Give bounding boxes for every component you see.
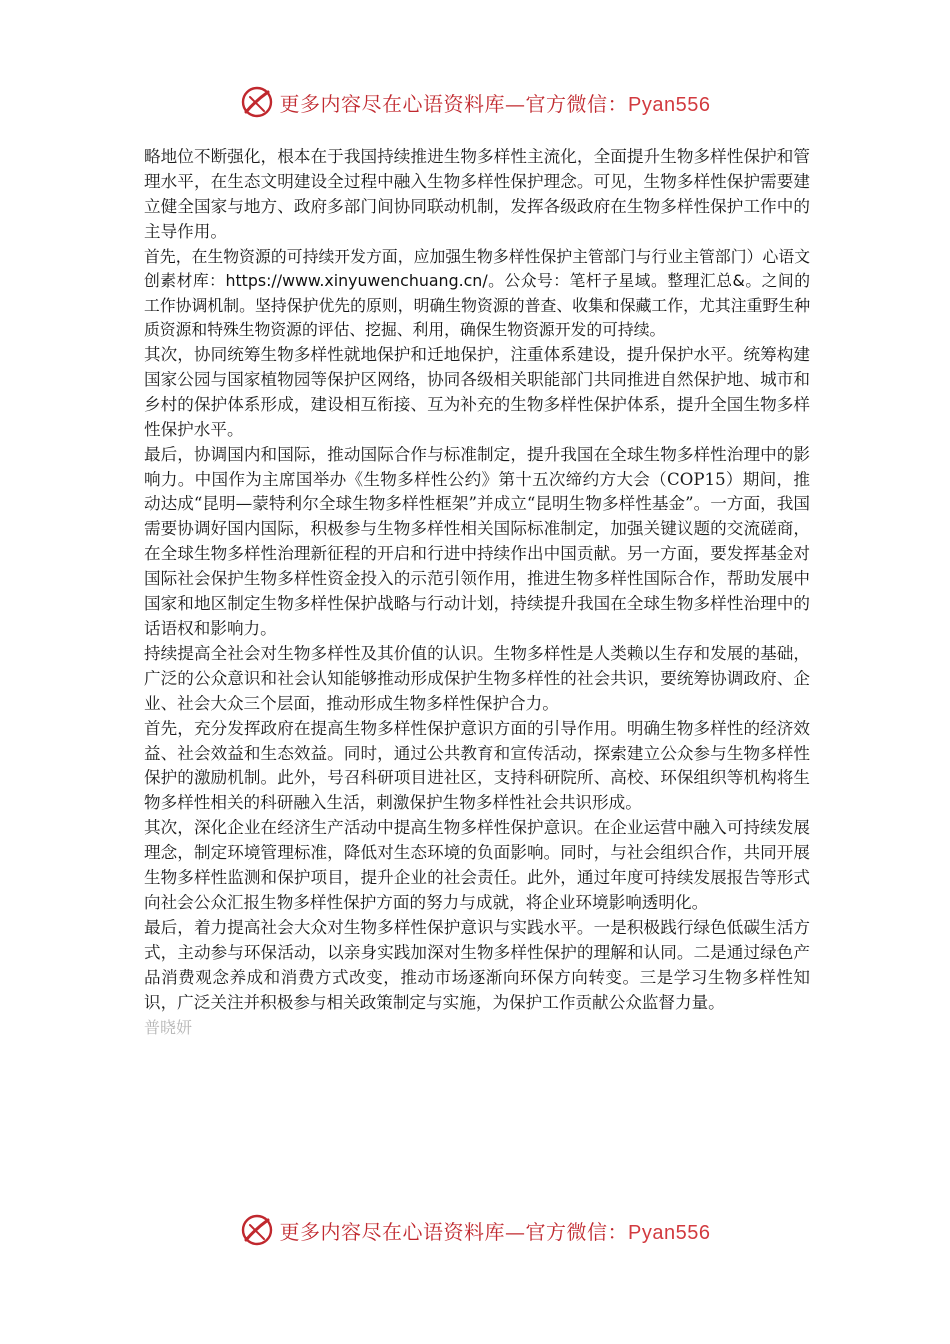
paragraph: 最后，着力提高社会大众对生物多样性保护意识与实践水平。一是积极践行绿色低碳生活方式，主动参与环保活动，以亲身实践加深对生物多样性保护的理解和认同。二是通过绿色产品消费观念养成和消费方式改变，推动市场逐渐向环保方向转变。三是学习生物多样性知识，广泛关注并积极参与相关政策制定与实施，为保护工作贡献公众监督力量。 [144,917,810,1012]
banner-text: 更多内容尽在心语资料库—官方微信：Pyan556 [279,91,711,116]
paragraph: 首先，在生物资源的可持续开发方面，应加强生物多样性保护主管部门与行业主管部门）心语文创素材库：https://www.xinyuwenchuang.cn/。公众号：笔杆子星域。整理汇总&。之间的工作协调机制。坚持保护优先的原则，明确生物资源的普查、收集和保藏工作，尤其注重野生种质资源和特殊生物资源的评估、挖掘、利用，确保生物资源开发的可持续。 [144,246,810,340]
wechat-id: Pyan556 [628,1221,711,1244]
paragraph: 持续提高全社会对生物多样性及其价值的认识。生物多样性是人类赖以生存和发展的基础，广泛的公众意识和社会认知能够推动形成保护生物多样性的社会共识，要统筹协调政府、企业、社会大众三个层面，推动形成生物多样性保护合力。 [144,643,810,713]
paragraph: 首先，充分发挥政府在提高生物多样性保护意识方面的引导作用。明确生物多样性的经济效益、社会效益和生态效益。同时，通过公共教育和宣传活动，探索建立公众参与生物多样性保护的激励机制。此外，号召科研项目进社区，支持科研院所、高校、环保组织等机构将生物多样性相关的科研融入生活，刺激保护生物多样性社会共识形成。 [144,718,810,813]
footer-banner [0,1210,950,1250]
paragraph: 略地位不断强化，根本在于我国持续推进生物多样性主流化，全面提升生物多样性保护和管理水平，在生态文明建设全过程中融入生物多样性保护理念。可见，生物多样性保护需要建立健全国家与地方、政府多部门间协同联动机制，发挥各级政府在生物多样性保护工作中的主导作用。 [144,147,810,241]
wechat-id: Pyan556 [628,93,711,116]
document-body [144,145,810,1041]
author-name: 普晓妍 [144,1018,193,1038]
banner-text: 更多内容尽在心语资料库—官方微信：Pyan556 [279,1219,711,1244]
xinyu-logo-icon [240,85,274,119]
paragraph: 最后，协调国内和国际，推动国际合作与标准制定，提升我国在全球生物多样性治理中的影响力。中国作为主席国举办《生物多样性公约》第十五次缔约方大会（COP15）期间，推动达成“昆明—蒙特利尔全球生物多样性框架”并成立“昆明生物多样性基金”。一方面，我国需要协调好国内国际，积极参与生物多样性相关国际标准制定，加强关键议题的交流磋商，在全球生物多样性治理新征程的开启和行进中持续作出中国贡献。另一方面，要发挥基金对国际社会保护生物多样性资金投入的示范引领作用，推进生物多样性国际合作，帮助发展中国家和地区制定生物多样性保护战略与行动计划，持续提升我国在全球生物多样性治理中的话语权和影响力。 [144,444,810,638]
paragraph: 其次，深化企业在经济生产活动中提高生物多样性保护意识。在企业运营中融入可持续发展理念，制定环境管理标准，降低对生态环境的负面影响。同时，与社会组织合作，共同开展生物多样性监测和保护项目，提升企业的社会责任。此外，通过年度可持续发展报告等形式向社会公众汇报生物多样性保护方面的努力与成就，将企业环境影响透明化。 [144,818,810,912]
paragraph: 其次，协同统筹生物多样性就地保护和迁地保护，注重体系建设，提升保护水平。统筹构建国家公园与国家植物园等保护区网络，协同各级相关职能部门共同推进自然保护地、城市和乡村的保护体系形成，建设相互衔接、互为补充的生物多样性保护体系，提升全国生物多样性保护水平。 [144,345,810,439]
xinyu-logo-icon [240,1213,274,1247]
header-banner [0,82,950,122]
